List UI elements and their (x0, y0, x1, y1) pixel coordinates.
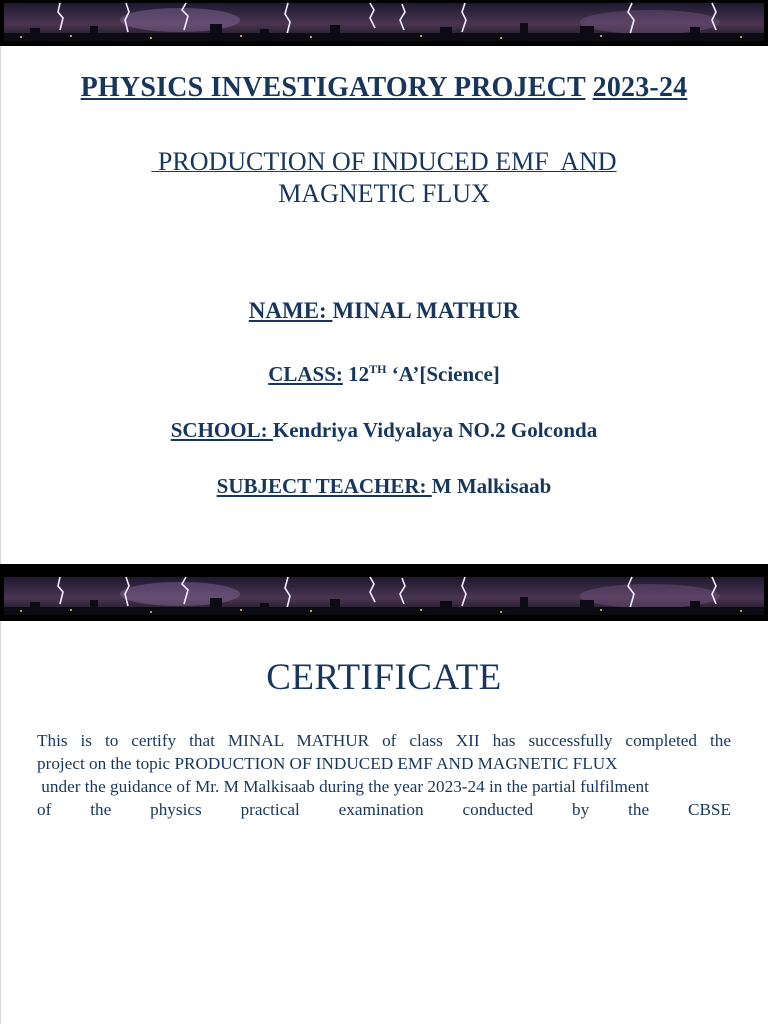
project-title (0, 72, 768, 104)
lightning-city-banner-top (0, 0, 768, 46)
certificate-word: the (90, 800, 112, 819)
certificate-line-1: This is to certify that MINAL MATHUR of class XII has successfully completed the (37, 731, 731, 750)
certificate-body (37, 729, 731, 821)
project-topic (0, 146, 768, 210)
certificate-word: by (572, 800, 590, 819)
project-year: 2023-24 (592, 72, 688, 103)
school-value: Kendriya Vidyalaya NO.2 Golconda (272, 418, 598, 442)
topic-line-2: MAGNETIC FLUX (278, 179, 490, 208)
class-field (0, 362, 768, 387)
certificate-word: conducted (462, 800, 534, 819)
topic-line-1: PRODUCTION OF INDUCED EMF AND (151, 147, 617, 176)
teacher-value: M Malkisaab (431, 474, 552, 498)
certificate-word: examination (338, 800, 424, 819)
class-section: ‘A’[Science] (386, 362, 500, 386)
project-label: PHYSICS INVESTIGATORY PROJECT (80, 72, 586, 103)
certificate-word: physics (150, 800, 202, 819)
certificate-word: practical (240, 800, 300, 819)
student-name-field (0, 298, 768, 324)
school-field (0, 418, 768, 443)
class-value-suffix: TH (369, 362, 387, 376)
certificate-line-3: under the guidance of Mr. M Malkisaab during the year 2023-24 in the partial fulfilment (37, 777, 649, 796)
certificate-word: the (628, 800, 650, 819)
certificate-word: of (37, 800, 52, 819)
certificate-title: CERTIFICATE (266, 657, 502, 698)
certificate-word: CBSE (687, 800, 731, 819)
name-value: MINAL MATHUR (332, 298, 520, 323)
class-label: CLASS: (268, 362, 343, 386)
lightning-city-banner-bottom (0, 564, 768, 621)
teacher-field (0, 474, 768, 499)
school-label: SCHOOL: (170, 418, 273, 442)
class-value: 12 (342, 362, 370, 386)
name-label: NAME: (248, 298, 333, 323)
certificate-line-4 (37, 798, 731, 821)
teacher-label: SUBJECT TEACHER: (216, 474, 432, 498)
certificate-line-2: project on the topic PRODUCTION OF INDUCED EMF AND MAGNETIC FLUX (37, 754, 618, 773)
